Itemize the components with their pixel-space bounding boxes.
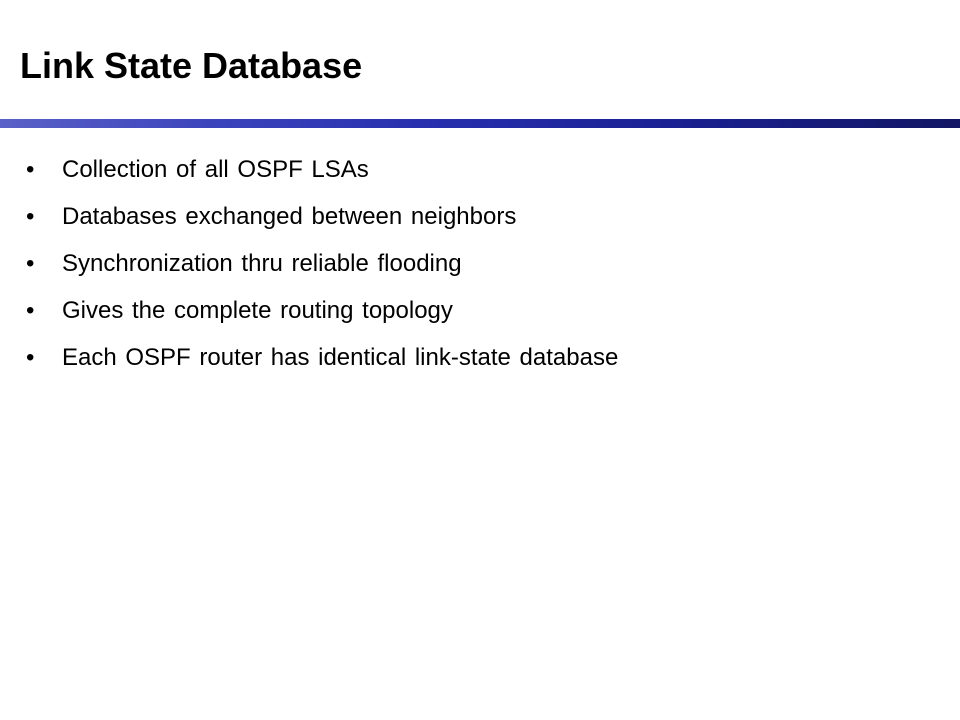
bullet-text: Each OSPF router has identical link-state database bbox=[62, 344, 619, 371]
bullet-text: Gives the complete routing topology bbox=[62, 297, 453, 324]
bullet-item bbox=[0, 334, 960, 381]
bullet-text: Synchronization thru reliable flooding bbox=[62, 250, 462, 277]
bullet-dot-icon: • bbox=[26, 203, 35, 230]
bullet-dot-icon: • bbox=[26, 344, 35, 371]
bullet-list bbox=[0, 146, 960, 381]
bullet-item bbox=[0, 287, 960, 334]
title-divider bbox=[0, 119, 960, 128]
bullet-dot-icon: • bbox=[26, 297, 35, 324]
bullet-text: Databases exchanged between neighbors bbox=[62, 203, 517, 230]
bullet-dot-icon: • bbox=[26, 250, 35, 277]
bullet-text: Collection of all OSPF LSAs bbox=[62, 156, 369, 183]
bullet-item bbox=[0, 146, 960, 193]
bullet-dot-icon: • bbox=[26, 156, 35, 183]
bullet-item bbox=[0, 193, 960, 240]
bullet-item bbox=[0, 240, 960, 287]
slide-title: Link State Database bbox=[20, 45, 363, 86]
